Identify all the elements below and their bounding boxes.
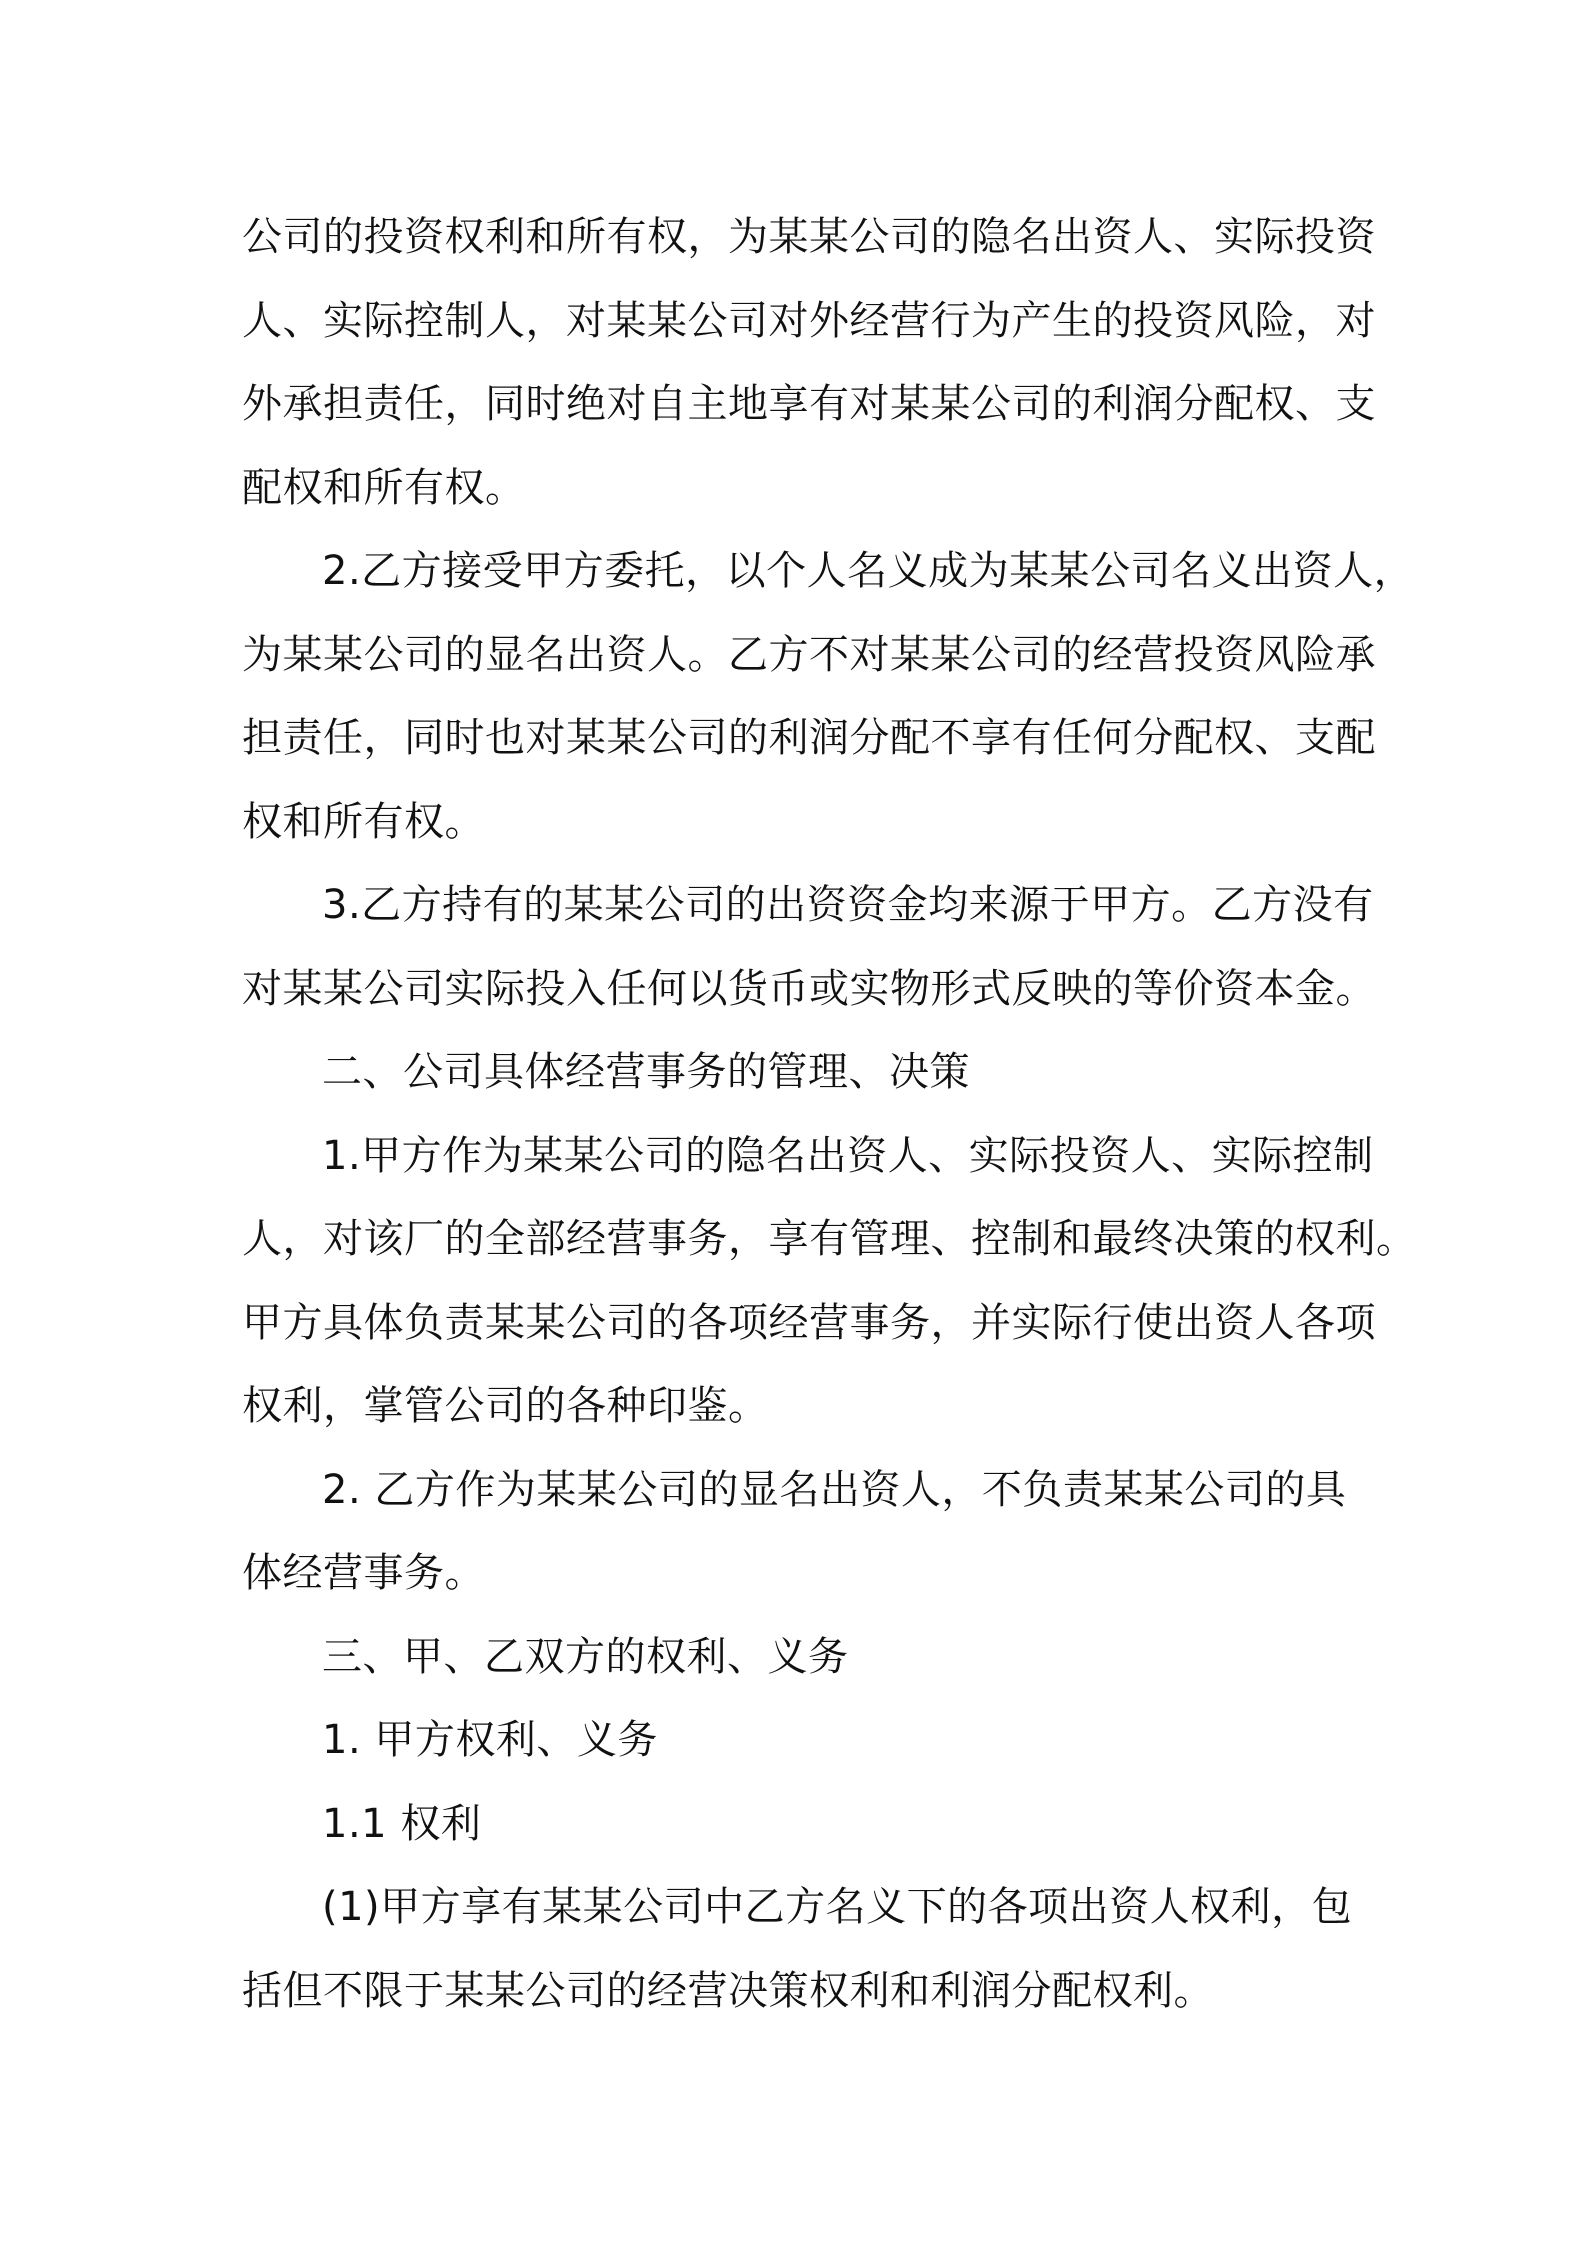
text-line: 人，对该厂的全部经营事务，享有管理、控制和最终决策的权利。 [242,1216,1417,1262]
text-line: 对某某公司实际投入任何以货币或实物形式反映的等价资本金。 [242,965,1376,1012]
text-line: 公司的投资权利和所有权，为某某公司的隐名出资人、实际投资 [242,214,1376,260]
text-line: 权利，掌管公司的各种印鉴。 [242,1383,769,1429]
document-body [242,196,1417,2033]
text-line: 1. 甲方权利、义务 [322,1717,658,1763]
text-line: (1)甲方享有某某公司中乙方名义下的各项出资人权利，包 [322,1884,1353,1930]
text-line: 体经营事务。 [242,1550,485,1596]
text-line: 1.甲方作为某某公司的隐名出资人、实际投资人、实际控制 [322,1132,1374,1179]
text-line: 3.乙方持有的某某公司的出资资金均来源于甲方。乙方没有 [322,882,1374,928]
text-line: 为某某公司的显名出资人。乙方不对某某公司的经营投资风险承 [242,631,1376,678]
text-line: 权和所有权。 [242,798,485,845]
text-line: 配权和所有权。 [242,464,526,511]
text-line: 1.1 权利 [322,1800,482,1847]
text-line: 2.乙方接受甲方委托，以个人名义成为某某公司名义出资人， [322,548,1415,594]
text-line: 三、甲、乙双方的权利、义务 [322,1633,849,1680]
text-line: 2. 乙方作为某某公司的显名出资人，不负责某某公司的具 [322,1466,1347,1513]
text-line: 二、公司具体经营事务的管理、决策 [322,1049,970,1095]
text-line: 担责任，同时也对某某公司的利润分配不享有任何分配权、支配 [242,715,1376,761]
text-line: 外承担责任，同时绝对自主地享有对某某公司的利润分配权、支 [242,381,1376,427]
text-line: 甲方具体负责某某公司的各项经营事务，并实际行使出资人各项 [242,1299,1376,1346]
text-line: 人、实际控制人，对某某公司对外经营行为产生的投资风险，对 [242,297,1376,344]
text-line: 括但不限于某某公司的经营决策权利和利润分配权利。 [242,1967,1214,2014]
